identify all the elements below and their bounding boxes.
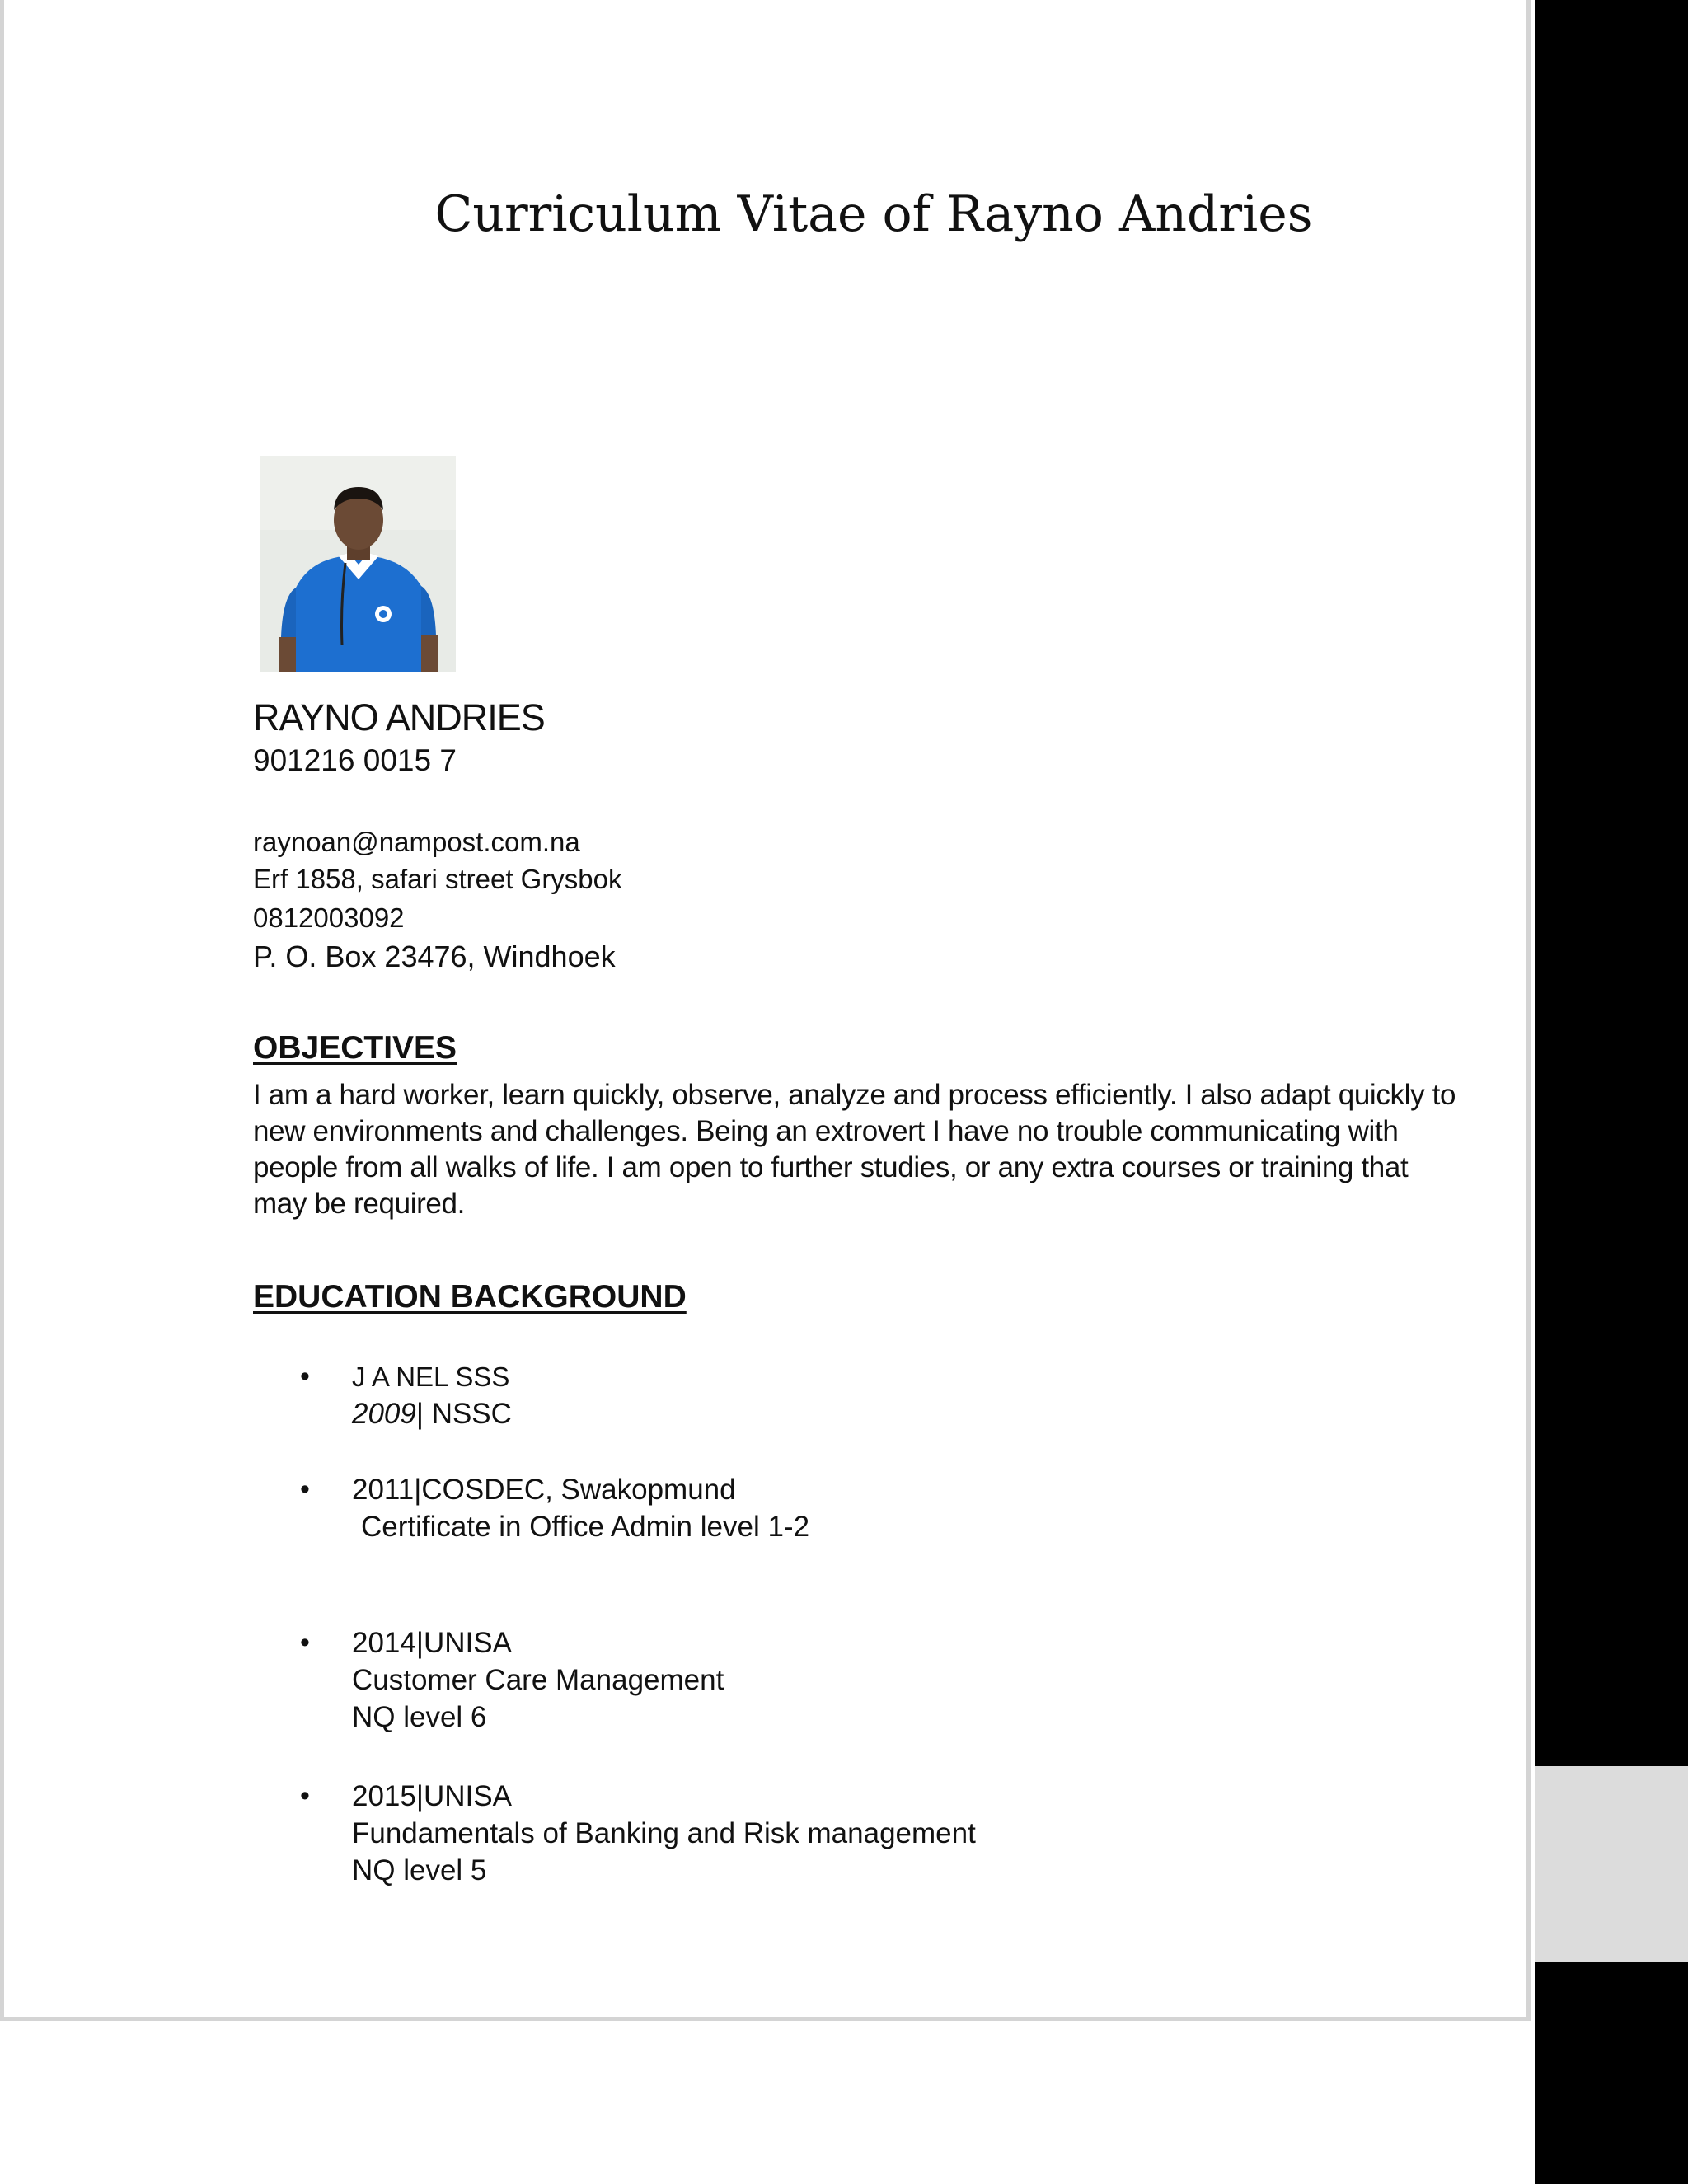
- contact-address: Erf 1858, safari street Grysbok: [253, 864, 622, 894]
- document-title: Curriculum Vitae of Rayno Andries: [434, 185, 1313, 243]
- education-item: [300, 1358, 512, 1432]
- education-item-detail: [352, 1395, 512, 1432]
- education-item-school: J A NEL SSS: [352, 1361, 510, 1392]
- bullet-icon: •: [300, 1361, 310, 1392]
- bullet-icon: •: [300, 1627, 310, 1658]
- education-item-school: 2015|UNISA: [352, 1780, 512, 1812]
- bullet-icon: •: [300, 1780, 310, 1811]
- id-number: 901216 0015 7: [253, 743, 457, 777]
- contact-po-box: P. O. Box 23476, Windhoek: [253, 940, 616, 973]
- bullet-icon: •: [300, 1474, 310, 1505]
- profile-photo: [260, 456, 456, 672]
- education-item-level: NQ level 6: [352, 1701, 487, 1733]
- education-item: [300, 1471, 810, 1545]
- education-item-qualification: Fundamentals of Banking and Risk management: [352, 1817, 976, 1849]
- objectives-text: I am a hard worker, learn quickly, observe, analyze and process efficiently. I also adapt quickly to new environments and challenges. Being an extrovert I have no trouble communicating with people from all walks of life. I am open to further studies, or any extra courses or training that may be required.: [253, 1079, 1456, 1220]
- vertical-scrollbar[interactable]: [1535, 0, 1688, 2184]
- education-item-qualification: Customer Care Management: [352, 1664, 724, 1696]
- contact-email: raynoan@nampost.com.na: [253, 827, 580, 857]
- education-item-qualification: Certificate in Office Admin level 1-2: [361, 1511, 810, 1543]
- education-item: [300, 1624, 724, 1736]
- scrollbar-thumb[interactable]: [1535, 1766, 1688, 1962]
- education-item-school: 2011|COSDEC, Swakopmund: [352, 1474, 736, 1506]
- objectives-heading: OBJECTIVES: [253, 1030, 457, 1066]
- contact-phone: 0812003092: [253, 902, 405, 933]
- profile-photo-image: [260, 456, 456, 672]
- candidate-name: RAYNO ANDRIES: [253, 696, 545, 738]
- education-item-school: 2014|UNISA: [352, 1627, 512, 1659]
- education-item: [300, 1778, 976, 1889]
- education-heading: EDUCATION BACKGROUND: [253, 1279, 687, 1315]
- education-item-level: NQ level 5: [352, 1854, 487, 1886]
- education-item-qualification: | NSSC: [415, 1398, 512, 1430]
- education-item-year: 2009: [352, 1398, 416, 1430]
